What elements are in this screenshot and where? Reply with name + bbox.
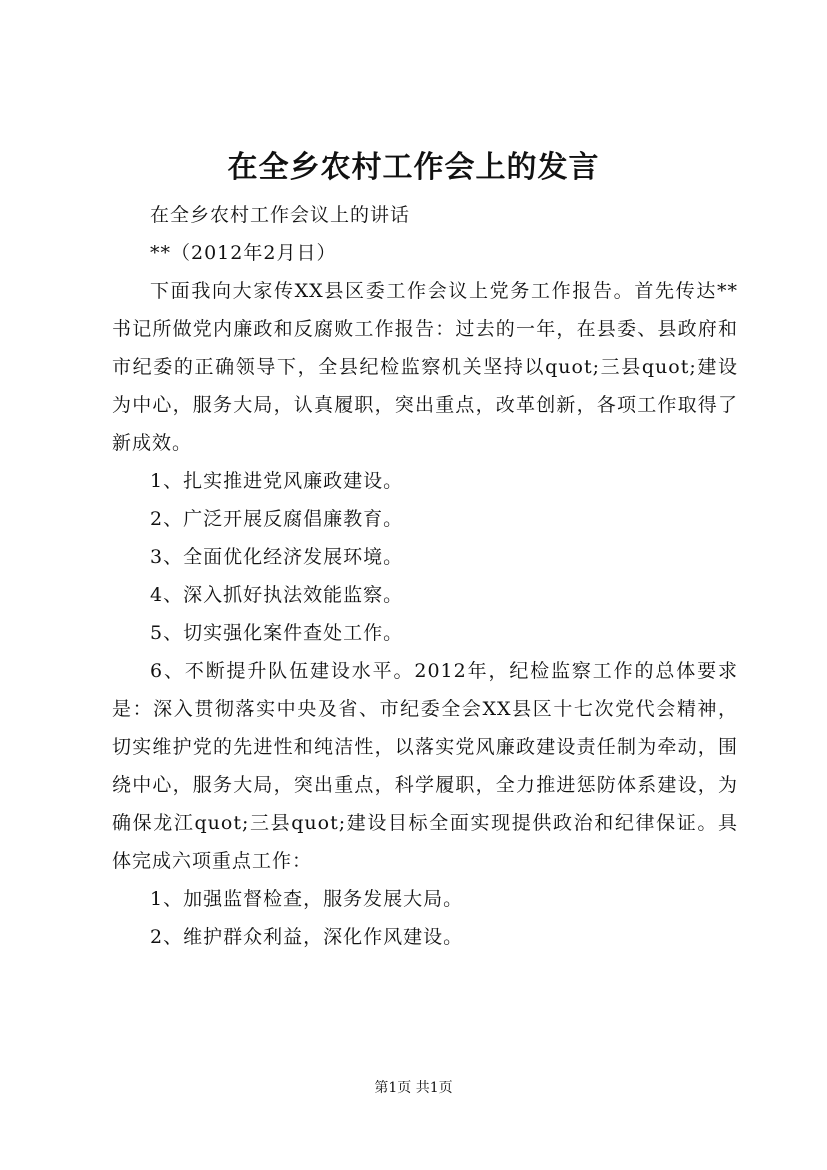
list-item-paragraph: 1、扎实推进党风廉政建设。: [150, 470, 404, 492]
body-paragraph: 下面我向大家传XX县区委工作会议上党务工作报告。首先传达**书记所做党内廉政和反腐败工作报告：过去的一年，在县委、县政府和市纪委的正确领导下，全县纪检监察机关坚持以quot;三县quot;建设为中心，服务大局，认真履职，突出重点，改革创新，各项工作取得了新成效。: [112, 280, 738, 454]
list-item-paragraph: 4、深入抓好执法效能监察。: [150, 584, 404, 606]
page-footer: 第1页 共1页: [374, 1080, 453, 1096]
date-paragraph: **（2012年2月日）: [150, 242, 337, 264]
list-item-paragraph: 2、维护群众利益，深化作风建设。: [150, 926, 464, 948]
document-body: [112, 196, 738, 956]
list-item-paragraph: 2、广泛开展反腐倡廉教育。: [150, 508, 404, 530]
document-title: 在全乡农村工作会上的发言: [227, 150, 600, 185]
subtitle-paragraph: 在全乡农村工作会议上的讲话: [150, 204, 411, 226]
list-item-paragraph: 3、全面优化经济发展环境。: [150, 546, 404, 568]
list-item-paragraph: 5、切实强化案件查处工作。: [150, 622, 404, 644]
list-item-paragraph: 1、加强监督检查，服务发展大局。: [150, 888, 464, 910]
body-paragraph: 6、不断提升队伍建设水平。2012年，纪检监察工作的总体要求是：深入贯彻落实中央及省、市纪委全会XX县区十七次党代会精神，切实维护党的先进性和纯洁性，以落实党风廉政建设责任制为牵动，围绕中心，服务大局，突出重点，科学履职，全力推进惩防体系建设，为确保龙江quot;三县quot;建设目标全面实现提供政治和纪律保证。具体完成六项重点工作：: [112, 660, 738, 872]
